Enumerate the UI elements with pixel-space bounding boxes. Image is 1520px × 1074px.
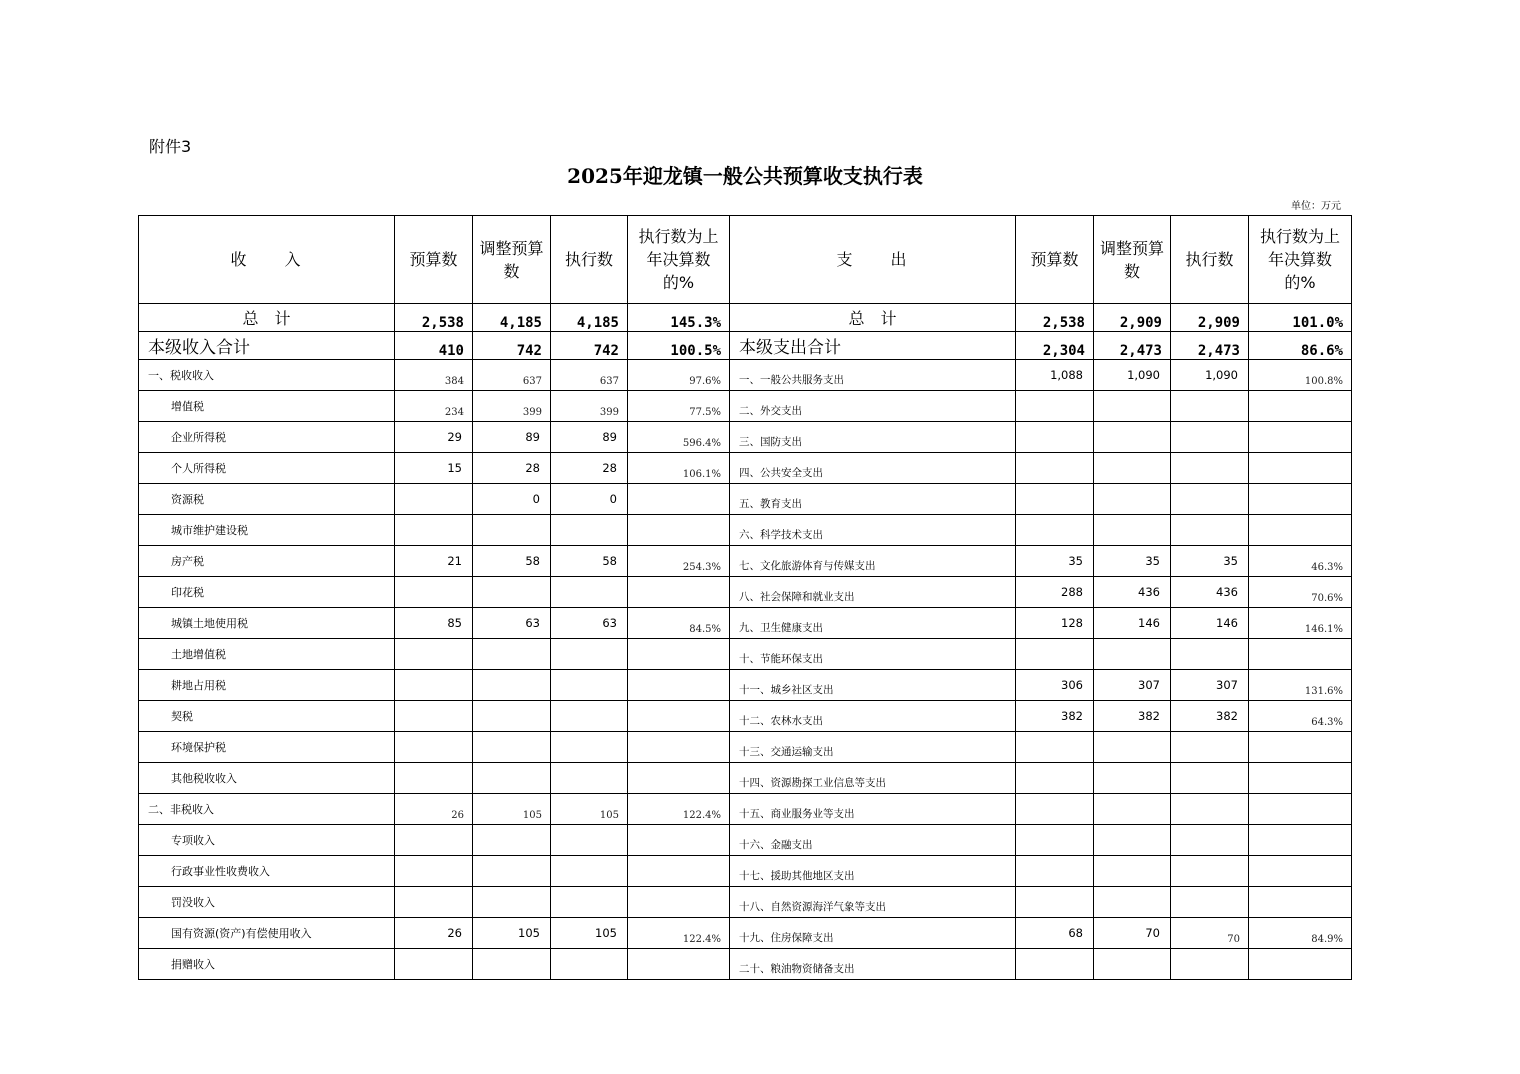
table-row — [139, 453, 1352, 484]
expense-item-value: 128 — [1016, 608, 1094, 639]
expense-total-value: 2,473 — [1171, 332, 1249, 360]
col-income: 收 入 — [139, 216, 395, 304]
expense-total-value: 2,304 — [1016, 332, 1094, 360]
expense-item-name: 十二、农林水支出 — [730, 701, 1016, 732]
income-item-value: 26 — [395, 918, 473, 949]
income-item-value — [395, 639, 473, 670]
expense-item-value: 64.3% — [1249, 701, 1352, 732]
income-item-value — [473, 763, 551, 794]
expense-item-value: 84.9% — [1249, 918, 1352, 949]
income-item-value: 105 — [551, 918, 628, 949]
expense-item-value — [1171, 484, 1249, 515]
income-total-value: 410 — [395, 332, 473, 360]
income-item-name: 城市维护建设税 — [139, 515, 395, 546]
income-item-value: 63 — [473, 608, 551, 639]
table-row — [139, 484, 1352, 515]
expense-total-value: 86.6% — [1249, 332, 1352, 360]
expense-total-value: 2,538 — [1016, 304, 1094, 332]
expense-item-value — [1171, 763, 1249, 794]
expense-item-value: 100.8% — [1249, 360, 1352, 391]
income-total-value: 145.3% — [628, 304, 730, 332]
expense-item-value — [1016, 825, 1094, 856]
expense-item-value — [1094, 763, 1171, 794]
income-item-name: 资源税 — [139, 484, 395, 515]
income-item-value: 122.4% — [628, 794, 730, 825]
income-item-value — [473, 732, 551, 763]
income-item-value: 399 — [551, 391, 628, 422]
income-item-value — [551, 701, 628, 732]
expense-item-value — [1094, 422, 1171, 453]
expense-item-value — [1249, 732, 1352, 763]
header-row — [139, 216, 1352, 304]
col-income-budget: 预算数 — [395, 216, 473, 304]
expense-item-value: 436 — [1094, 577, 1171, 608]
expense-item-value — [1094, 949, 1171, 980]
expense-item-value — [1094, 515, 1171, 546]
income-item-value — [551, 670, 628, 701]
table-row — [139, 763, 1352, 794]
total-row — [139, 304, 1352, 332]
expense-item-value — [1171, 825, 1249, 856]
income-item-value — [628, 856, 730, 887]
expense-item-name: 十九、住房保障支出 — [730, 918, 1016, 949]
table-row — [139, 794, 1352, 825]
expense-item-name: 八、社会保障和就业支出 — [730, 577, 1016, 608]
expense-total-value: 2,473 — [1094, 332, 1171, 360]
col-expense-budget: 预算数 — [1016, 216, 1094, 304]
income-item-value — [473, 825, 551, 856]
income-item-name: 二、非税收入 — [139, 794, 395, 825]
expense-item-value: 70.6% — [1249, 577, 1352, 608]
expense-item-name: 十一、城乡社区支出 — [730, 670, 1016, 701]
income-item-value: 106.1% — [628, 453, 730, 484]
total-row — [139, 332, 1352, 360]
expense-item-value: 146.1% — [1249, 608, 1352, 639]
expense-item-value — [1016, 639, 1094, 670]
col-expense-executed: 执行数 — [1171, 216, 1249, 304]
income-item-value — [551, 856, 628, 887]
income-item-name: 行政事业性收费收入 — [139, 856, 395, 887]
income-item-value — [551, 825, 628, 856]
income-item-value — [473, 639, 551, 670]
expense-item-value — [1249, 825, 1352, 856]
income-item-value: 58 — [473, 546, 551, 577]
income-item-value: 21 — [395, 546, 473, 577]
income-item-value: 89 — [473, 422, 551, 453]
expense-item-value — [1094, 453, 1171, 484]
expense-item-value — [1016, 887, 1094, 918]
income-item-value — [473, 949, 551, 980]
expense-total-value: 2,909 — [1094, 304, 1171, 332]
expense-item-value — [1016, 484, 1094, 515]
expense-item-value — [1249, 763, 1352, 794]
income-item-value — [395, 484, 473, 515]
income-item-value — [395, 856, 473, 887]
income-item-name: 耕地占用税 — [139, 670, 395, 701]
expense-item-value — [1249, 422, 1352, 453]
col-expense-ratio: 执行数为上年决算数的% — [1249, 216, 1352, 304]
income-total-value: 100.5% — [628, 332, 730, 360]
expense-item-value: 288 — [1016, 577, 1094, 608]
income-item-value: 234 — [395, 391, 473, 422]
table-row — [139, 360, 1352, 391]
income-item-value: 29 — [395, 422, 473, 453]
income-item-name: 其他税收收入 — [139, 763, 395, 794]
expense-item-name: 九、卫生健康支出 — [730, 608, 1016, 639]
expense-item-value — [1171, 794, 1249, 825]
income-item-value — [395, 763, 473, 794]
income-item-value — [628, 949, 730, 980]
income-item-value: 105 — [551, 794, 628, 825]
expense-item-value: 1,088 — [1016, 360, 1094, 391]
income-item-name: 土地增值税 — [139, 639, 395, 670]
table-row — [139, 887, 1352, 918]
expense-item-value: 46.3% — [1249, 546, 1352, 577]
expense-item-value — [1094, 856, 1171, 887]
expense-item-name: 十、节能环保支出 — [730, 639, 1016, 670]
expense-item-value — [1016, 422, 1094, 453]
income-item-value — [395, 515, 473, 546]
income-item-value — [628, 484, 730, 515]
expense-item-value: 35 — [1094, 546, 1171, 577]
income-total-value: 4,185 — [551, 304, 628, 332]
expense-item-value — [1094, 732, 1171, 763]
expense-item-name: 七、文化旅游体育与传媒支出 — [730, 546, 1016, 577]
income-item-value — [628, 825, 730, 856]
expense-total-value: 101.0% — [1249, 304, 1352, 332]
expense-item-value — [1094, 639, 1171, 670]
table-row — [139, 639, 1352, 670]
income-item-value: 97.6% — [628, 360, 730, 391]
table-row — [139, 949, 1352, 980]
page-title: 2025年迎龙镇一般公共预算收支执行表 — [567, 164, 923, 188]
income-total-label: 本级收入合计 — [139, 332, 395, 360]
table-body — [139, 304, 1352, 980]
expense-item-value — [1016, 856, 1094, 887]
expense-item-name: 二十、粮油物资储备支出 — [730, 949, 1016, 980]
income-item-name: 一、税收收入 — [139, 360, 395, 391]
budget-table — [138, 215, 1352, 980]
income-item-name: 专项收入 — [139, 825, 395, 856]
income-item-value — [395, 701, 473, 732]
expense-item-value: 307 — [1171, 670, 1249, 701]
expense-item-name: 十七、援助其他地区支出 — [730, 856, 1016, 887]
income-item-value: 254.3% — [628, 546, 730, 577]
expense-item-value: 436 — [1171, 577, 1249, 608]
income-item-value — [473, 670, 551, 701]
income-item-name: 个人所得税 — [139, 453, 395, 484]
table-row — [139, 701, 1352, 732]
expense-item-value: 146 — [1171, 608, 1249, 639]
income-item-value — [395, 577, 473, 608]
income-item-value: 28 — [473, 453, 551, 484]
income-item-value — [551, 949, 628, 980]
expense-item-name: 五、教育支出 — [730, 484, 1016, 515]
attachment-label: 附件3 — [149, 137, 192, 156]
income-item-value: 105 — [473, 794, 551, 825]
table-row — [139, 670, 1352, 701]
expense-item-value — [1171, 856, 1249, 887]
income-item-name: 印花税 — [139, 577, 395, 608]
expense-item-value — [1249, 484, 1352, 515]
expense-item-value — [1016, 732, 1094, 763]
expense-item-name: 十六、金融支出 — [730, 825, 1016, 856]
expense-item-value: 382 — [1094, 701, 1171, 732]
expense-item-value — [1171, 949, 1249, 980]
income-item-name: 城镇土地使用税 — [139, 608, 395, 639]
col-income-ratio: 执行数为上年决算数的% — [628, 216, 730, 304]
income-item-name: 契税 — [139, 701, 395, 732]
income-item-name: 国有资源(资产)有偿使用收入 — [139, 918, 395, 949]
income-item-value: 84.5% — [628, 608, 730, 639]
income-item-value — [473, 701, 551, 732]
income-item-value: 89 — [551, 422, 628, 453]
expense-item-value — [1094, 825, 1171, 856]
expense-item-value — [1249, 515, 1352, 546]
income-item-value — [473, 577, 551, 608]
expense-item-value — [1249, 856, 1352, 887]
income-item-value — [628, 670, 730, 701]
expense-item-name: 二、外交支出 — [730, 391, 1016, 422]
income-item-value — [628, 577, 730, 608]
expense-item-value — [1016, 794, 1094, 825]
income-item-value — [628, 515, 730, 546]
income-item-name: 企业所得税 — [139, 422, 395, 453]
income-item-value — [628, 887, 730, 918]
income-total-value: 742 — [473, 332, 551, 360]
income-item-value — [628, 763, 730, 794]
table-row — [139, 918, 1352, 949]
expense-item-value: 35 — [1171, 546, 1249, 577]
income-item-value — [551, 515, 628, 546]
table-row — [139, 391, 1352, 422]
expense-item-value — [1249, 794, 1352, 825]
income-item-value: 15 — [395, 453, 473, 484]
expense-item-name: 十三、交通运输支出 — [730, 732, 1016, 763]
expense-item-name: 六、科学技术支出 — [730, 515, 1016, 546]
expense-item-value — [1249, 949, 1352, 980]
income-item-value: 28 — [551, 453, 628, 484]
expense-item-value — [1094, 391, 1171, 422]
income-item-value: 58 — [551, 546, 628, 577]
income-item-value — [395, 825, 473, 856]
table-row — [139, 856, 1352, 887]
table-row — [139, 515, 1352, 546]
income-item-value — [473, 856, 551, 887]
table-row — [139, 825, 1352, 856]
expense-item-value — [1016, 391, 1094, 422]
expense-item-value — [1016, 763, 1094, 794]
table-row — [139, 732, 1352, 763]
expense-item-value — [1249, 639, 1352, 670]
income-item-value — [473, 887, 551, 918]
income-item-value — [551, 763, 628, 794]
col-expense-adjusted: 调整预算数 — [1094, 216, 1171, 304]
expense-item-value — [1016, 515, 1094, 546]
income-item-value — [395, 887, 473, 918]
income-item-value: 384 — [395, 360, 473, 391]
income-item-value: 26 — [395, 794, 473, 825]
expense-item-value — [1249, 453, 1352, 484]
expense-item-name: 十八、自然资源海洋气象等支出 — [730, 887, 1016, 918]
expense-item-value: 70 — [1171, 918, 1249, 949]
expense-item-value: 1,090 — [1094, 360, 1171, 391]
expense-item-value — [1094, 794, 1171, 825]
expense-item-name: 一、一般公共服务支出 — [730, 360, 1016, 391]
table-row — [139, 608, 1352, 639]
income-item-name: 环境保护税 — [139, 732, 395, 763]
expense-item-value: 35 — [1016, 546, 1094, 577]
income-item-value — [395, 670, 473, 701]
income-total-value: 742 — [551, 332, 628, 360]
expense-item-value: 382 — [1171, 701, 1249, 732]
expense-item-value: 70 — [1094, 918, 1171, 949]
expense-item-value — [1171, 515, 1249, 546]
expense-item-name: 十四、资源勘探工业信息等支出 — [730, 763, 1016, 794]
expense-item-value — [1094, 887, 1171, 918]
income-item-value: 399 — [473, 391, 551, 422]
income-item-name: 罚没收入 — [139, 887, 395, 918]
expense-item-name: 十五、商业服务业等支出 — [730, 794, 1016, 825]
income-item-value: 77.5% — [628, 391, 730, 422]
expense-item-value — [1249, 887, 1352, 918]
income-item-value: 0 — [473, 484, 551, 515]
income-total-value: 2,538 — [395, 304, 473, 332]
expense-item-value — [1016, 949, 1094, 980]
income-total-label: 总 计 — [139, 304, 395, 332]
income-item-value — [395, 949, 473, 980]
income-item-name: 捐赠收入 — [139, 949, 395, 980]
income-item-value — [551, 577, 628, 608]
expense-total-label: 本级支出合计 — [730, 332, 1016, 360]
income-item-value: 596.4% — [628, 422, 730, 453]
expense-item-value: 306 — [1016, 670, 1094, 701]
expense-item-value — [1171, 732, 1249, 763]
income-item-value: 637 — [473, 360, 551, 391]
col-income-adjusted: 调整预算数 — [473, 216, 551, 304]
income-total-value: 4,185 — [473, 304, 551, 332]
expense-item-value: 382 — [1016, 701, 1094, 732]
expense-item-value — [1094, 484, 1171, 515]
income-item-name: 增值税 — [139, 391, 395, 422]
income-item-value — [628, 732, 730, 763]
table-row — [139, 546, 1352, 577]
expense-total-label: 总 计 — [730, 304, 1016, 332]
income-item-value — [473, 515, 551, 546]
income-item-value — [628, 701, 730, 732]
expense-item-value: 68 — [1016, 918, 1094, 949]
table-row — [139, 577, 1352, 608]
income-item-value: 85 — [395, 608, 473, 639]
unit-label: 单位：万元 — [1291, 201, 1341, 212]
col-income-executed: 执行数 — [551, 216, 628, 304]
income-item-value: 0 — [551, 484, 628, 515]
expense-total-value: 2,909 — [1171, 304, 1249, 332]
income-item-value — [551, 887, 628, 918]
expense-item-value: 131.6% — [1249, 670, 1352, 701]
table-row — [139, 422, 1352, 453]
income-item-value: 637 — [551, 360, 628, 391]
expense-item-value — [1171, 887, 1249, 918]
income-item-value — [628, 639, 730, 670]
expense-item-value — [1171, 453, 1249, 484]
expense-item-value — [1249, 391, 1352, 422]
expense-item-name: 四、公共安全支出 — [730, 453, 1016, 484]
income-item-name: 房产税 — [139, 546, 395, 577]
expense-item-value — [1016, 453, 1094, 484]
expense-item-value — [1171, 391, 1249, 422]
income-item-value: 122.4% — [628, 918, 730, 949]
expense-item-value — [1171, 639, 1249, 670]
expense-item-value: 146 — [1094, 608, 1171, 639]
income-item-value — [395, 732, 473, 763]
income-item-value: 105 — [473, 918, 551, 949]
expense-item-value: 307 — [1094, 670, 1171, 701]
col-expense: 支 出 — [730, 216, 1016, 304]
income-item-value — [551, 732, 628, 763]
income-item-value: 63 — [551, 608, 628, 639]
expense-item-value: 1,090 — [1171, 360, 1249, 391]
income-item-value — [551, 639, 628, 670]
expense-item-value — [1171, 422, 1249, 453]
expense-item-name: 三、国防支出 — [730, 422, 1016, 453]
